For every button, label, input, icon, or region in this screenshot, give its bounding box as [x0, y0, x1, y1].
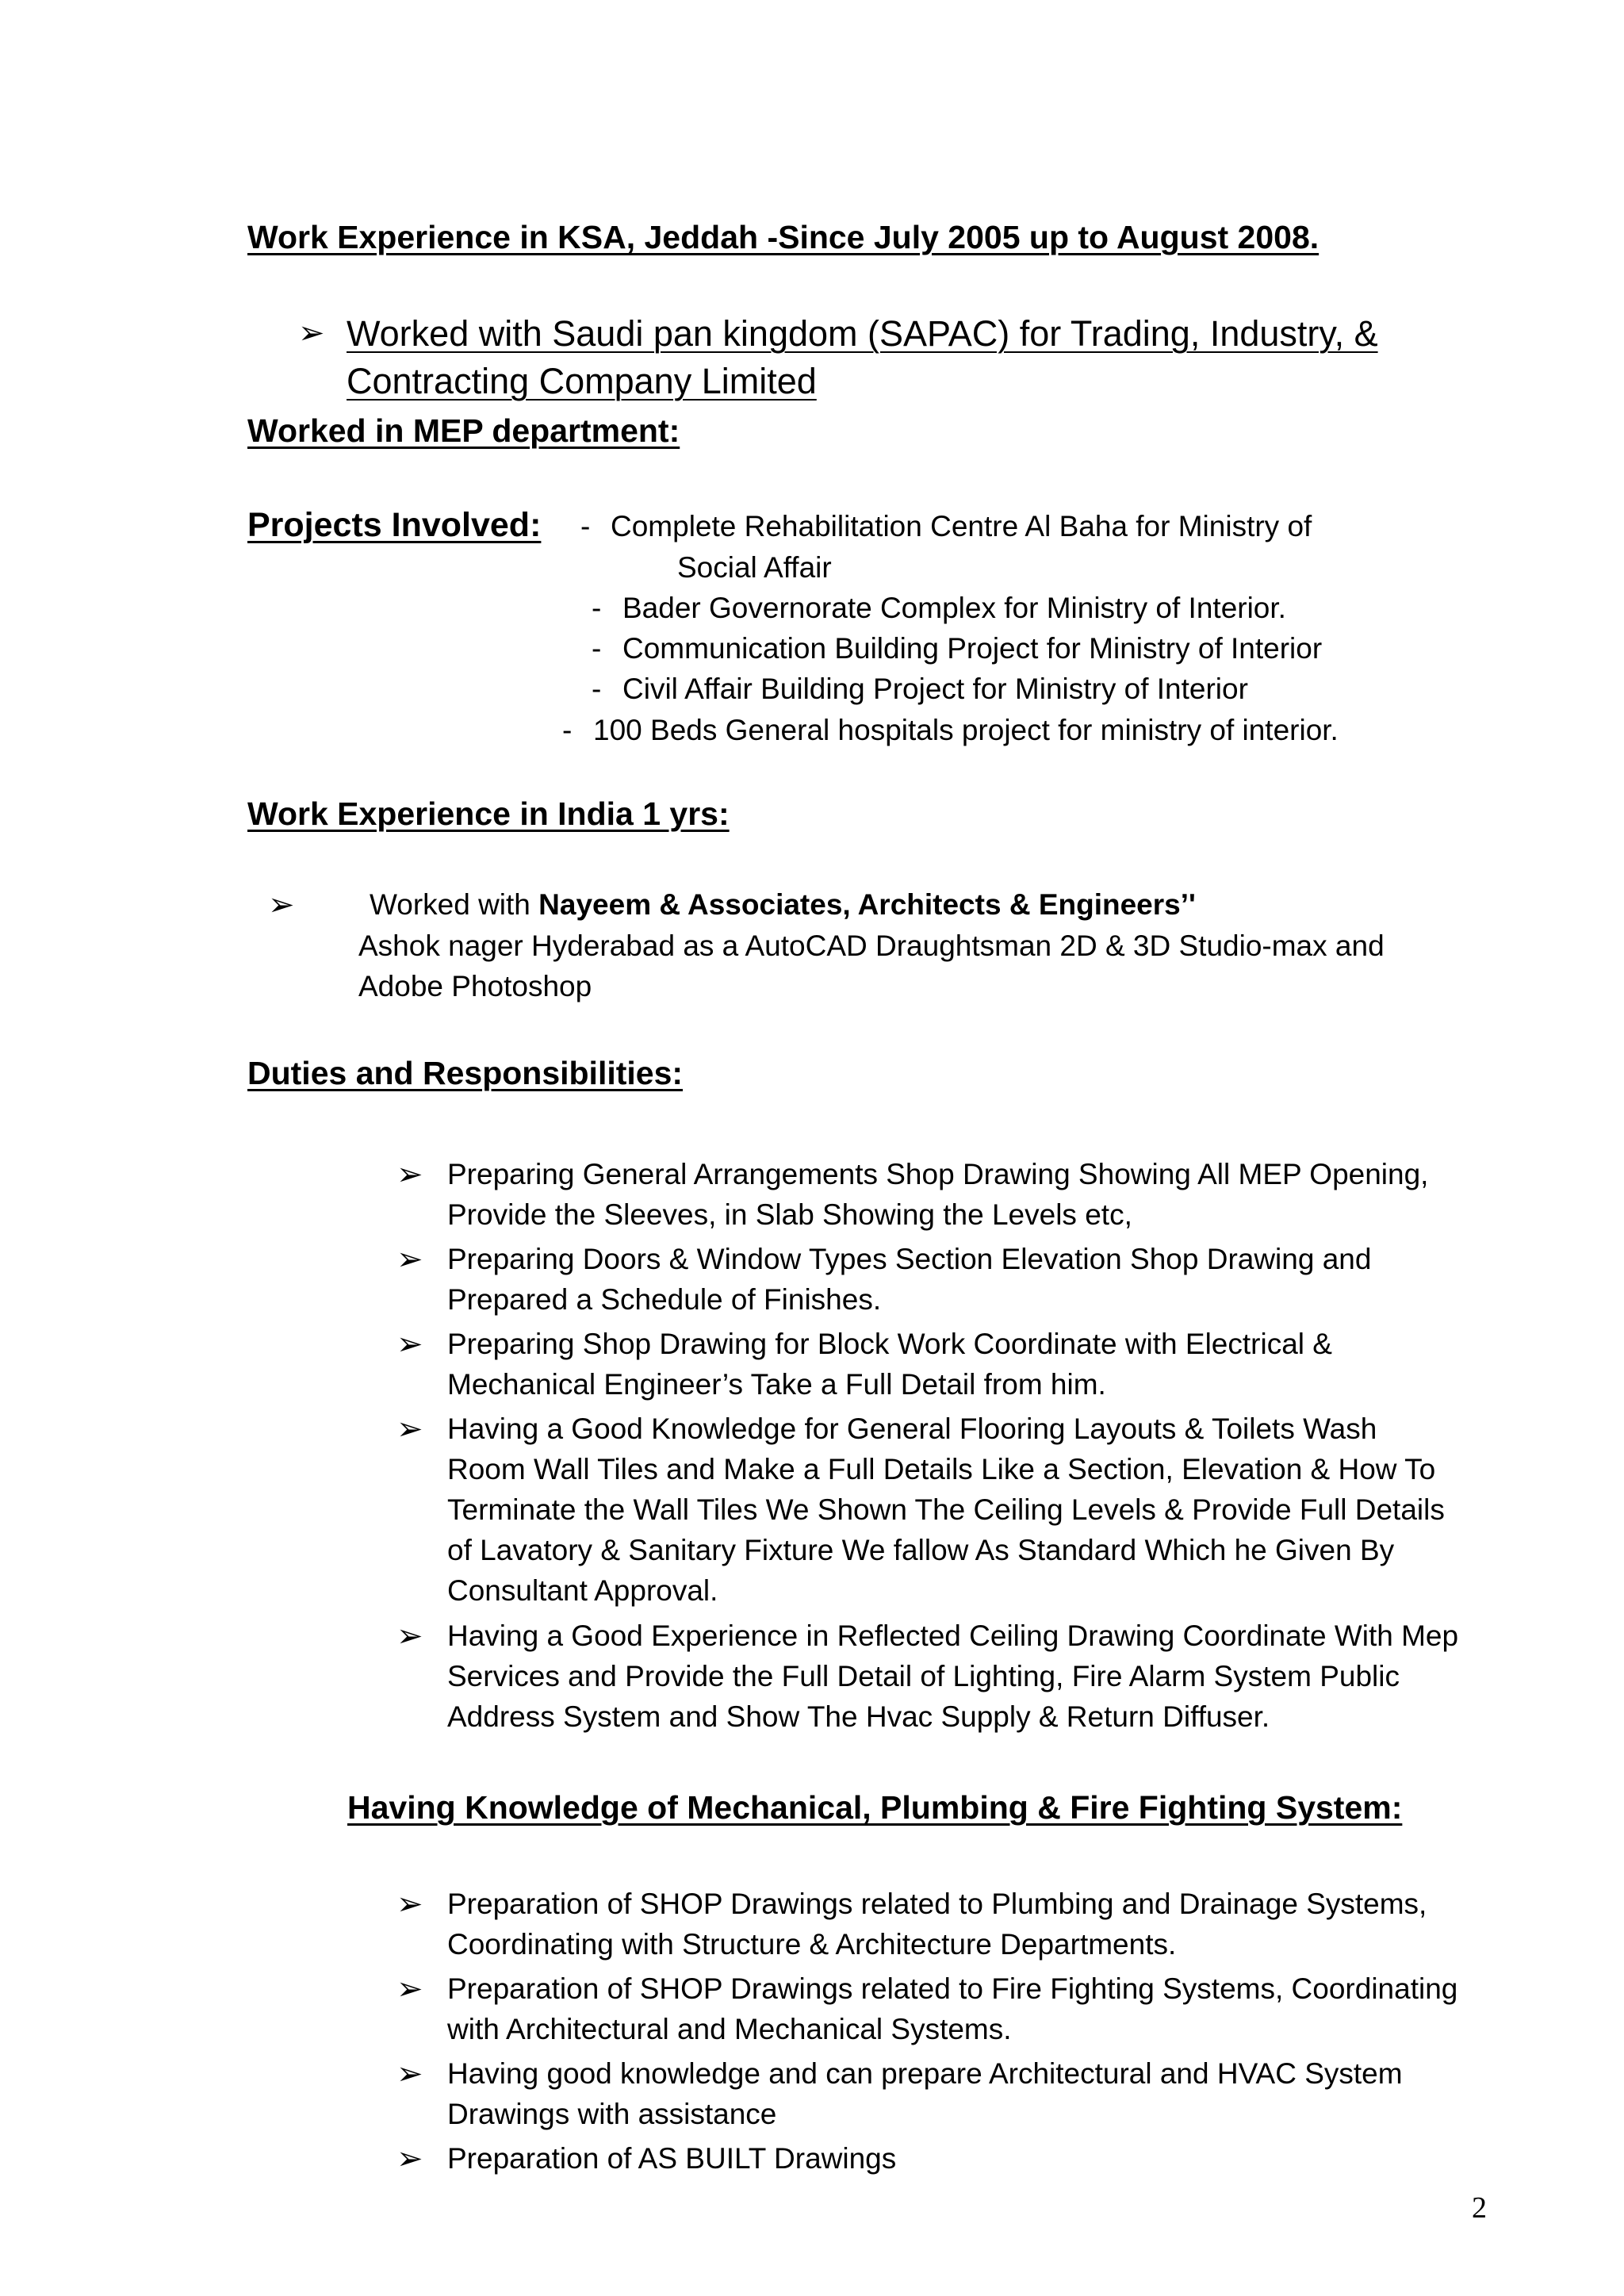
knowledge-item: Preparation of SHOP Drawings related to Fire Fighting Systems, Coordinating: [447, 1972, 1458, 2005]
bullet-arrow-icon: ➢: [396, 1971, 423, 2007]
knowledge-heading: Having Knowledge of Mechanical, Plumbing & Fire Fighting System:: [347, 1789, 1403, 1826]
ksa-department: Worked in MEP department:: [247, 412, 680, 449]
duty-item-continuation: Room Wall Tiles and Make a Full Details Like a Section, Elevation & How To: [447, 1453, 1436, 1485]
knowledge-item-continuation: with Architectural and Mechanical Systems.: [447, 2013, 1012, 2045]
duty-item: Preparing Shop Drawing for Block Work Coordinate with Electrical &: [447, 1328, 1332, 1360]
project-item-continuation: Social Affair: [677, 551, 832, 584]
ksa-heading: Work Experience in KSA, Jeddah -Since July 2005 up to August 2008.: [247, 219, 1320, 255]
india-heading: Work Experience in India 1 yrs:: [247, 795, 730, 832]
bullet-arrow-icon: ➢: [396, 1886, 423, 1922]
knowledge-item-continuation: Coordinating with Structure & Architecture Departments.: [447, 1928, 1177, 1961]
duty-item: Having a Good Knowledge for General Flooring Layouts & Toilets Wash: [447, 1412, 1377, 1445]
project-item: Bader Governorate Complex for Ministry of Interior.: [622, 592, 1286, 624]
project-item: Communication Building Project for Ministry of Interior: [622, 632, 1323, 665]
project-item: 100 Beds General hospitals project for ministry of interior.: [593, 714, 1339, 746]
project-dash: -: [562, 714, 573, 746]
duty-item: Preparing Doors & Window Types Section Elevation Shop Drawing and: [447, 1243, 1372, 1275]
bullet-arrow-icon: ➢: [396, 1156, 423, 1193]
duty-item-continuation: Provide the Sleeves, in Slab Showing the Levels etc,: [447, 1198, 1132, 1231]
duty-item: Preparing General Arrangements Shop Drawing Showing All MEP Opening,: [447, 1158, 1429, 1190]
page-number: 2: [1472, 2191, 1487, 2225]
bullet-arrow-icon: ➢: [396, 2141, 423, 2177]
duty-item-continuation: Consultant Approval.: [447, 1574, 718, 1607]
bullet-arrow-icon: ➢: [298, 315, 325, 351]
ksa-employer-line1: Worked with Saudi pan kingdom (SAPAC) for Trading, Industry, &: [347, 313, 1378, 354]
project-dash: -: [592, 673, 602, 705]
duty-item-continuation: of Lavatory & Sanitary Fixture We fallow As Standard Which he Given By: [447, 1534, 1395, 1566]
bullet-arrow-icon: ➢: [268, 887, 295, 923]
duty-item-continuation: Prepared a Schedule of Finishes.: [447, 1283, 882, 1316]
duty-item-continuation: Mechanical Engineer’s Take a Full Detail from him.: [447, 1368, 1106, 1401]
bullet-arrow-icon: ➢: [396, 1326, 423, 1363]
bullet-arrow-icon: ➢: [396, 1618, 423, 1654]
india-company: Nayeem & Associates, Architects & Engineers’': [538, 888, 1196, 921]
duty-item-continuation: Terminate the Wall Tiles We Shown The Ceiling Levels & Provide Full Details: [447, 1493, 1445, 1526]
knowledge-item: Preparation of SHOP Drawings related to Plumbing and Drainage Systems,: [447, 1888, 1427, 1920]
duty-item-continuation: Address System and Show The Hvac Supply & Return Diffuser.: [447, 1700, 1270, 1733]
duties-heading: Duties and Responsibilities:: [247, 1055, 684, 1091]
duty-item-continuation: Services and Provide the Full Detail of Lighting, Fire Alarm System Public: [447, 1660, 1400, 1692]
bullet-arrow-icon: ➢: [396, 2056, 423, 2092]
india-role-line: Ashok nager Hyderabad as a AutoCAD Draughtsman 2D & 3D Studio-max and: [358, 930, 1385, 962]
bullet-arrow-icon: ➢: [396, 1241, 423, 1278]
project-dash: -: [580, 510, 591, 542]
projects-label: Projects Involved:: [247, 506, 542, 544]
project-item: Complete Rehabilitation Centre Al Baha for Ministry of: [611, 510, 1312, 542]
bullet-arrow-icon: ➢: [396, 1411, 423, 1447]
india-prefix: Worked with: [370, 888, 539, 921]
india-role-line: Adobe Photoshop: [358, 970, 592, 1002]
knowledge-item-continuation: Drawings with assistance: [447, 2098, 777, 2130]
india-employer-line: [370, 888, 1196, 922]
ksa-employer-line2: Contracting Company Limited: [347, 361, 817, 401]
knowledge-item: Preparation of AS BUILT Drawings: [447, 2142, 897, 2175]
project-item: Civil Affair Building Project for Ministry of Interior: [622, 673, 1248, 705]
knowledge-item: Having good knowledge and can prepare Architectural and HVAC System: [447, 2057, 1403, 2090]
project-dash: -: [592, 632, 602, 665]
duty-item: Having a Good Experience in Reflected Ceiling Drawing Coordinate With Mep: [447, 1619, 1459, 1652]
project-dash: -: [592, 592, 602, 624]
